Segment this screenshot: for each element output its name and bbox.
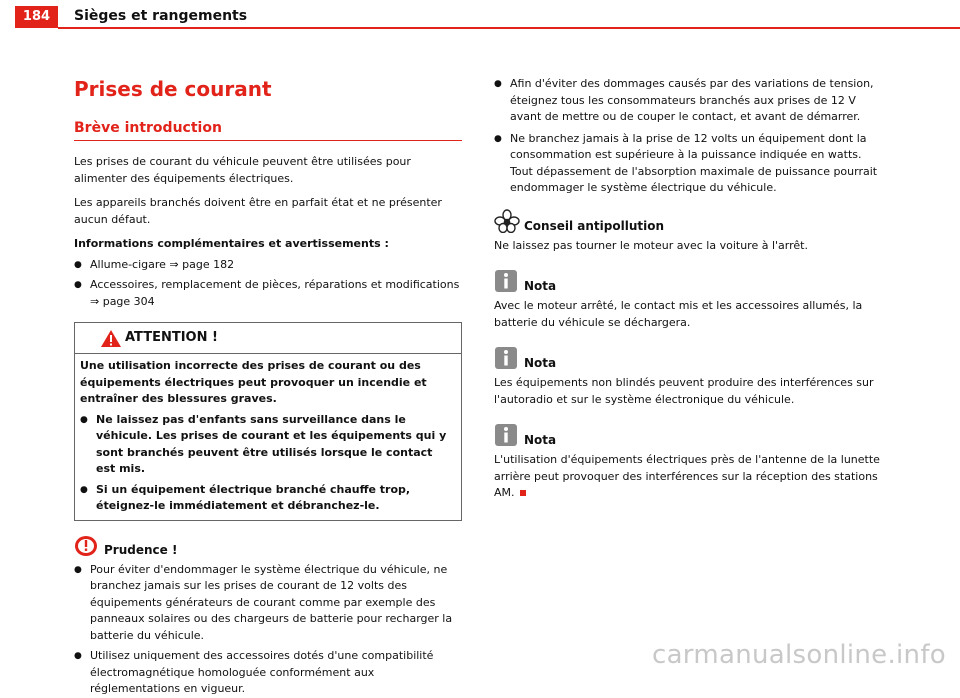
- warning-item: ● Ne laissez pas d'enfants sans surveillance dans le véhicule. Les prises de courant et les équipements qui y sont branchés peuvent être utilisés lorsque le contact est mis.: [80, 412, 455, 478]
- caution-icon: [74, 535, 98, 563]
- header-rule: [58, 27, 960, 29]
- section-subtitle: Brève introduction: [74, 119, 462, 141]
- eco-text: Ne laissez pas tourner le moteur avec la voiture à l'arrêt.: [494, 238, 808, 252]
- warning-item: ● Si un équipement électrique branché chauffe trop, éteignez-le immédiatement et débranchez-le.: [80, 482, 455, 515]
- caution-title: Prudence !: [104, 542, 178, 557]
- note-title: Nota: [524, 433, 557, 447]
- note-text: Les équipements non blindés peuvent produire des interférences sur l'autoradio et sur le système électronique du véhicule.: [494, 376, 874, 406]
- end-of-section-marker: [520, 490, 526, 496]
- note-header: [494, 346, 884, 372]
- info-icon: [494, 346, 518, 376]
- info-icon: [494, 269, 518, 299]
- caution-item: ● Pour éviter d'endommager le système électrique du véhicule, ne branchez jamais sur les prises de courant de 12 volts des équipements générateurs de courant comme par exemple des panneaux solaires ou des chargeurs de batterie pour recharger la batterie du véhicule.: [74, 562, 462, 645]
- info-icon: [494, 423, 518, 453]
- note-text: Avec le moteur arrêté, le contact mis et les accessoires allumés, la batterie du véhicule se déchargera.: [494, 299, 863, 329]
- warning-triangle-icon: [100, 329, 122, 354]
- note-header: [494, 269, 884, 295]
- warning-box: [74, 322, 462, 521]
- eco-flower-icon: [494, 209, 520, 239]
- right-column: [494, 76, 884, 502]
- note-title: Nota: [524, 356, 557, 370]
- watermark: carmanualsonline.info: [651, 640, 946, 670]
- page-header: [0, 0, 960, 28]
- note-title: Nota: [524, 279, 557, 293]
- running-title: Sièges et rangements: [74, 8, 248, 24]
- eco-header: [494, 209, 884, 235]
- note-header: [494, 423, 884, 449]
- intro-paragraph: Les prises de courant du véhicule peuvent être utilisées pour alimenter des équipements électriques.: [74, 155, 411, 185]
- eco-title: Conseil antipollution: [524, 218, 665, 233]
- caution-header: [74, 535, 462, 559]
- warning-intro: Une utilisation incorrecte des prises de courant ou des équipements électriques peut provoquer un incendie et entraîner des blessures graves.: [80, 359, 427, 405]
- caution-item: ● Utilisez uniquement des accessoires dotés d'une compatibilité électromagnétique homologuée conformément aux réglementations en vigueur.: [74, 648, 462, 698]
- info-item: ● Accessoires, remplacement de pièces, réparations et modifications ⇒ page 304: [74, 277, 462, 310]
- warning-header: [75, 323, 461, 354]
- warning-body: [75, 354, 461, 520]
- intro-paragraph-2: Les appareils branchés doivent être en parfait état et ne présenter aucun défaut.: [74, 196, 442, 226]
- caution-item: ● Afin d'éviter des dommages causés par des variations de tension, éteignez tous les consommateurs branchés aux prises de 12 V avant de mettre ou de couper le contact, et avant de démarrer.: [494, 76, 884, 126]
- page-number: 184: [15, 6, 58, 28]
- section-title: Prises de courant: [74, 77, 272, 101]
- warning-title: ATTENTION !: [125, 330, 218, 345]
- info-item: ● Allume-cigare ⇒ page 182: [74, 257, 462, 274]
- note-text: [494, 452, 884, 502]
- left-column: [74, 76, 462, 698]
- info-heading: Informations complémentaires et avertissements :: [74, 237, 389, 250]
- caution-item: ● Ne branchez jamais à la prise de 12 volts un équipement dont la consommation est supérieure à la puissance indiquée en watts. Tout dépassement de l'absorption maximale de puissance pourrait endommager le système électrique du véhicule.: [494, 131, 884, 197]
- note-text-content: L'utilisation d'équipements électriques près de l'antenne de la lunette arrière peut provoquer des interférences sur la réception des stations AM.: [494, 453, 880, 499]
